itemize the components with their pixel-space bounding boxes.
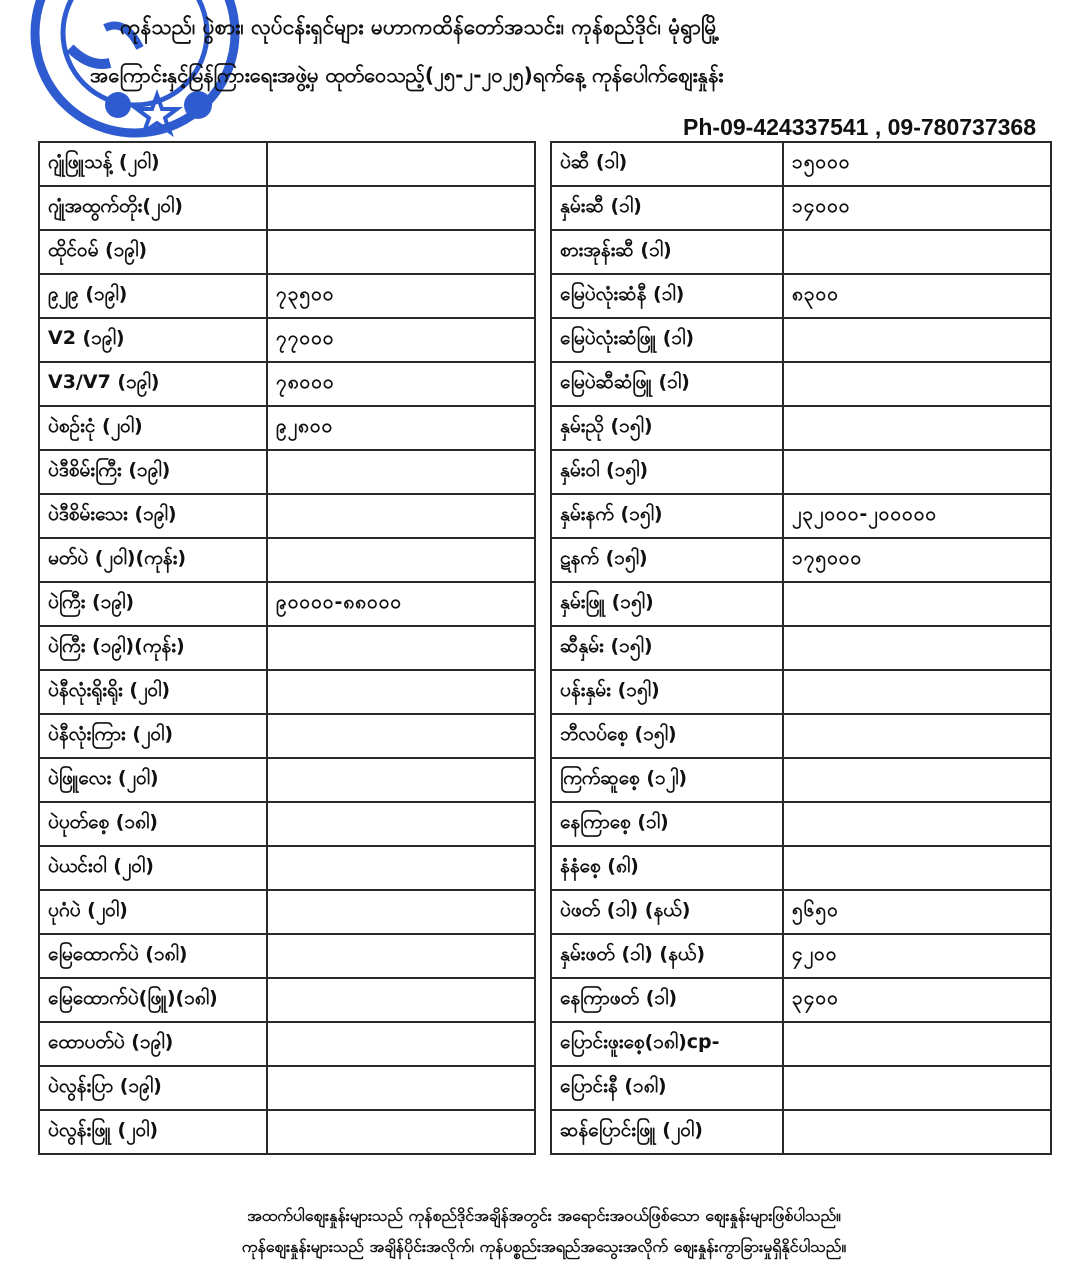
- commodity-name: နှမ်းဝါ (၁၅ါ): [551, 450, 783, 494]
- commodity-price: [267, 934, 535, 978]
- commodity-price: [267, 1022, 535, 1066]
- commodity-price: [267, 758, 535, 802]
- table-row: [39, 186, 535, 230]
- table-row: [39, 1022, 535, 1066]
- commodity-price: [783, 582, 1051, 626]
- table-row: [39, 802, 535, 846]
- commodity-name: ပဲဖြူလေး (၂၀ါ): [39, 758, 267, 802]
- commodity-price: [267, 186, 535, 230]
- table-row: [551, 934, 1051, 978]
- commodity-name: ပဲပုတ်စေ့ (၁၈ါ): [39, 802, 267, 846]
- commodity-name: ပဲလွန်းပြာ (၁၉ါ): [39, 1066, 267, 1110]
- commodity-name: ပဲလွန်းဖြူ (၂၀ါ): [39, 1110, 267, 1154]
- commodity-name: ၉၂၉ (၁၉ါ): [39, 274, 267, 318]
- commodity-name: နှမ်းဆီ (၁ါ): [551, 186, 783, 230]
- commodity-price: [267, 714, 535, 758]
- table-row: [551, 670, 1051, 714]
- commodity-price: [783, 626, 1051, 670]
- commodity-price: [267, 626, 535, 670]
- commodity-name: ပဲယင်းဝါ (၂၀ါ): [39, 846, 267, 890]
- commodity-name: ပဲကြီး (၁၉ါ): [39, 582, 267, 626]
- table-row: [39, 582, 535, 626]
- table-row: [39, 362, 535, 406]
- commodity-price: [783, 406, 1051, 450]
- commodity-name: ပဲဆီ (၁ါ): [551, 142, 783, 186]
- commodity-name: ပဲဒီစိမ်းကြီး (၁၉ါ): [39, 450, 267, 494]
- table-row: [551, 1022, 1051, 1066]
- commodity-name: ကြက်ဆူစေ့ (၁၂ါ): [551, 758, 783, 802]
- commodity-name: ဂျုံဖြူသန့် (၂၀ါ): [39, 142, 267, 186]
- phone-numbers: Ph-09-424337541 , 09-780737368: [683, 114, 1036, 140]
- commodity-price: [267, 230, 535, 274]
- commodity-price: ၉၀၀၀၀-၈၈၀၀၀: [267, 582, 535, 626]
- commodity-name: နေကြာစေ့ (၁ါ): [551, 802, 783, 846]
- table-row: [551, 1110, 1051, 1154]
- commodity-price: ၂၃၂၀၀၀-၂၀၀၀၀၀: [783, 494, 1051, 538]
- commodity-price: ၄၂၀၀: [783, 934, 1051, 978]
- commodity-price: [783, 1066, 1051, 1110]
- commodity-name: ပဲကြီး (၁၉ါ)(ကုန်း): [39, 626, 267, 670]
- commodity-price: ၁၅၀၀၀: [783, 142, 1051, 186]
- table-row: [551, 274, 1051, 318]
- commodity-name: နှမ်းနက် (၁၅ါ): [551, 494, 783, 538]
- table-row: [39, 714, 535, 758]
- commodity-price: [783, 1110, 1051, 1154]
- left-price-table: [38, 141, 536, 1155]
- table-row: [551, 538, 1051, 582]
- commodity-name: ဋနက် (၁၅ါ): [551, 538, 783, 582]
- commodity-name: နံနံစေ့ (၈ါ): [551, 846, 783, 890]
- commodity-price: [783, 802, 1051, 846]
- table-row: [551, 450, 1051, 494]
- table-row: [551, 318, 1051, 362]
- commodity-name: ဂျုံအထွက်တိုး(၂၀ါ): [39, 186, 267, 230]
- table-row: [551, 978, 1051, 1022]
- table-row: [39, 978, 535, 1022]
- commodity-price: [267, 978, 535, 1022]
- commodity-price: [267, 1066, 535, 1110]
- table-row: [551, 758, 1051, 802]
- commodity-name: မြေပဲဆီဆံဖြူ (၁ါ): [551, 362, 783, 406]
- table-row: [551, 186, 1051, 230]
- table-row: [551, 582, 1051, 626]
- table-row: [551, 406, 1051, 450]
- table-row: [551, 1066, 1051, 1110]
- table-row: [551, 362, 1051, 406]
- table-row: [39, 1066, 535, 1110]
- table-row: [39, 230, 535, 274]
- commodity-price: [267, 802, 535, 846]
- commodity-name: ပဲနီလုံးရိုးရိုး (၂၀ါ): [39, 670, 267, 714]
- commodity-price: [783, 758, 1051, 802]
- commodity-name: ပြောင်းနီ (၁၈ါ): [551, 1066, 783, 1110]
- commodity-name: မြေပဲလုံးဆံဖြူ (၁ါ): [551, 318, 783, 362]
- footer-note-2: ကုန်စျေးနှုန်းများသည် အချိန်ပိုင်းအလိုက်၊ ကုန်ပစ္စည်းအရည်အသွေးအလိုက် စျေးနှုန်းကွာခြားမှုရှိနိုင်ပါသည်။: [241, 1237, 847, 1256]
- commodity-price: [783, 670, 1051, 714]
- commodity-price: ၁၄၀၀၀: [783, 186, 1051, 230]
- commodity-name: ပြောင်းဖူးစေ့(၁၈ါ)cp-: [551, 1022, 783, 1066]
- commodity-name: ပန်းနှမ်း (၁၅ါ): [551, 670, 783, 714]
- commodity-name: ပုဂံပဲ (၂၀ါ): [39, 890, 267, 934]
- commodity-price: ၈၃၀၀: [783, 274, 1051, 318]
- commodity-name: ပဲစဉ်းငုံ (၂၀ါ): [39, 406, 267, 450]
- commodity-price: ၅၆၅၀: [783, 890, 1051, 934]
- table-row: [39, 450, 535, 494]
- commodity-name: နှမ်းဖြူ (၁၅ါ): [551, 582, 783, 626]
- commodity-name: ပဲဖတ် (၁ါ) (နယ်): [551, 890, 783, 934]
- table-row: [39, 142, 535, 186]
- table-row: [551, 846, 1051, 890]
- table-row: [551, 890, 1051, 934]
- commodity-price: [783, 846, 1051, 890]
- table-row: [551, 494, 1051, 538]
- commodity-price: ၁၇၅၀၀၀: [783, 538, 1051, 582]
- commodity-name: ဘီလပ်စေ့ (၁၅ါ): [551, 714, 783, 758]
- commodity-price: [783, 1022, 1051, 1066]
- table-row: [551, 142, 1051, 186]
- table-row: [551, 714, 1051, 758]
- right-price-table: [550, 141, 1052, 1155]
- table-row: [39, 406, 535, 450]
- table-row: [551, 230, 1051, 274]
- table-row: [39, 626, 535, 670]
- commodity-price: ၉၂၈၀၀: [267, 406, 535, 450]
- commodity-name: မြေပဲလုံးဆံနီ (၁ါ): [551, 274, 783, 318]
- table-row: [551, 802, 1051, 846]
- table-row: [39, 274, 535, 318]
- table-row: [39, 846, 535, 890]
- commodity-price: [267, 1110, 535, 1154]
- table-row: [39, 934, 535, 978]
- table-row: [39, 494, 535, 538]
- commodity-price: ၇၇၀၀၀: [267, 318, 535, 362]
- commodity-price: [783, 318, 1051, 362]
- header-line-1: ကုန်သည်၊ ပွဲစား၊ လုပ်ငန်းရှင်များ မဟာကထိန်တော်အသင်း၊ ကုန်စည်ဒိုင်၊ မုံရွာမြို့: [120, 15, 720, 39]
- commodity-price: [783, 450, 1051, 494]
- commodity-price: [783, 714, 1051, 758]
- commodity-price: [267, 450, 535, 494]
- commodity-name: ထောပတ်ပဲ (၁၉ါ): [39, 1022, 267, 1066]
- commodity-name: ဆီနှမ်း (၁၅ါ): [551, 626, 783, 670]
- header-line-2: အကြောင်းနှင့်မြန်ကြားရေးအဖွဲ့မှ ထုတ်ဝေသည့်(၂၅-၂-၂၀၂၅)ရက်နေ့ ကုန်ပေါက်စျေးနှုန်း: [90, 63, 724, 87]
- commodity-name: ပဲဒီစိမ်းသေး (၁၉ါ): [39, 494, 267, 538]
- table-row: [39, 670, 535, 714]
- table-row: [39, 318, 535, 362]
- commodity-price: [267, 142, 535, 186]
- commodity-name: နှမ်းဖတ် (၁ါ) (နယ်): [551, 934, 783, 978]
- commodity-price: [267, 538, 535, 582]
- header: [0, 0, 1088, 140]
- table-row: [39, 890, 535, 934]
- commodity-name: နှမ်းညို (၁၅ါ): [551, 406, 783, 450]
- commodity-name: စားအုန်းဆီ (၁ါ): [551, 230, 783, 274]
- commodity-price: ၃၄၀၀: [783, 978, 1051, 1022]
- commodity-price: ၇၃၅၀၀: [267, 274, 535, 318]
- commodity-price: [267, 890, 535, 934]
- commodity-name: ပဲနီလုံးကြား (၂၀ါ): [39, 714, 267, 758]
- footer-note-1: အထက်ပါစျေးနှုန်းများသည် ကုန်စည်ဒိုင်အချိန်အတွင်း အရောင်းအဝယ်ဖြစ်သော စျေးနှုန်းများဖြစ်ပါသည်။: [247, 1206, 841, 1225]
- commodity-name: ဆန်ပြောင်းဖြူ (၂၀ါ): [551, 1110, 783, 1154]
- commodity-name: မြေထောက်ပဲ (၁၈ါ): [39, 934, 267, 978]
- commodity-name: မြေထောက်ပဲ(ဖြူ)(၁၈ါ): [39, 978, 267, 1022]
- commodity-price: [267, 846, 535, 890]
- table-row: [39, 1110, 535, 1154]
- commodity-price: [783, 230, 1051, 274]
- commodity-price: ၇၈၀၀၀: [267, 362, 535, 406]
- commodity-name: မတ်ပဲ (၂၀ါ)(ကုန်း): [39, 538, 267, 582]
- commodity-price: [783, 362, 1051, 406]
- table-row: [39, 538, 535, 582]
- commodity-name: ထိုင်ဝမ် (၁၉ါ): [39, 230, 267, 274]
- commodity-name: V2 (၁၉ါ): [39, 318, 267, 362]
- table-row: [551, 626, 1051, 670]
- commodity-name: နေကြာဖတ် (၁ါ): [551, 978, 783, 1022]
- commodity-name: V3/V7 (၁၉ါ): [39, 362, 267, 406]
- commodity-price: [267, 494, 535, 538]
- commodity-price: [267, 670, 535, 714]
- table-row: [39, 758, 535, 802]
